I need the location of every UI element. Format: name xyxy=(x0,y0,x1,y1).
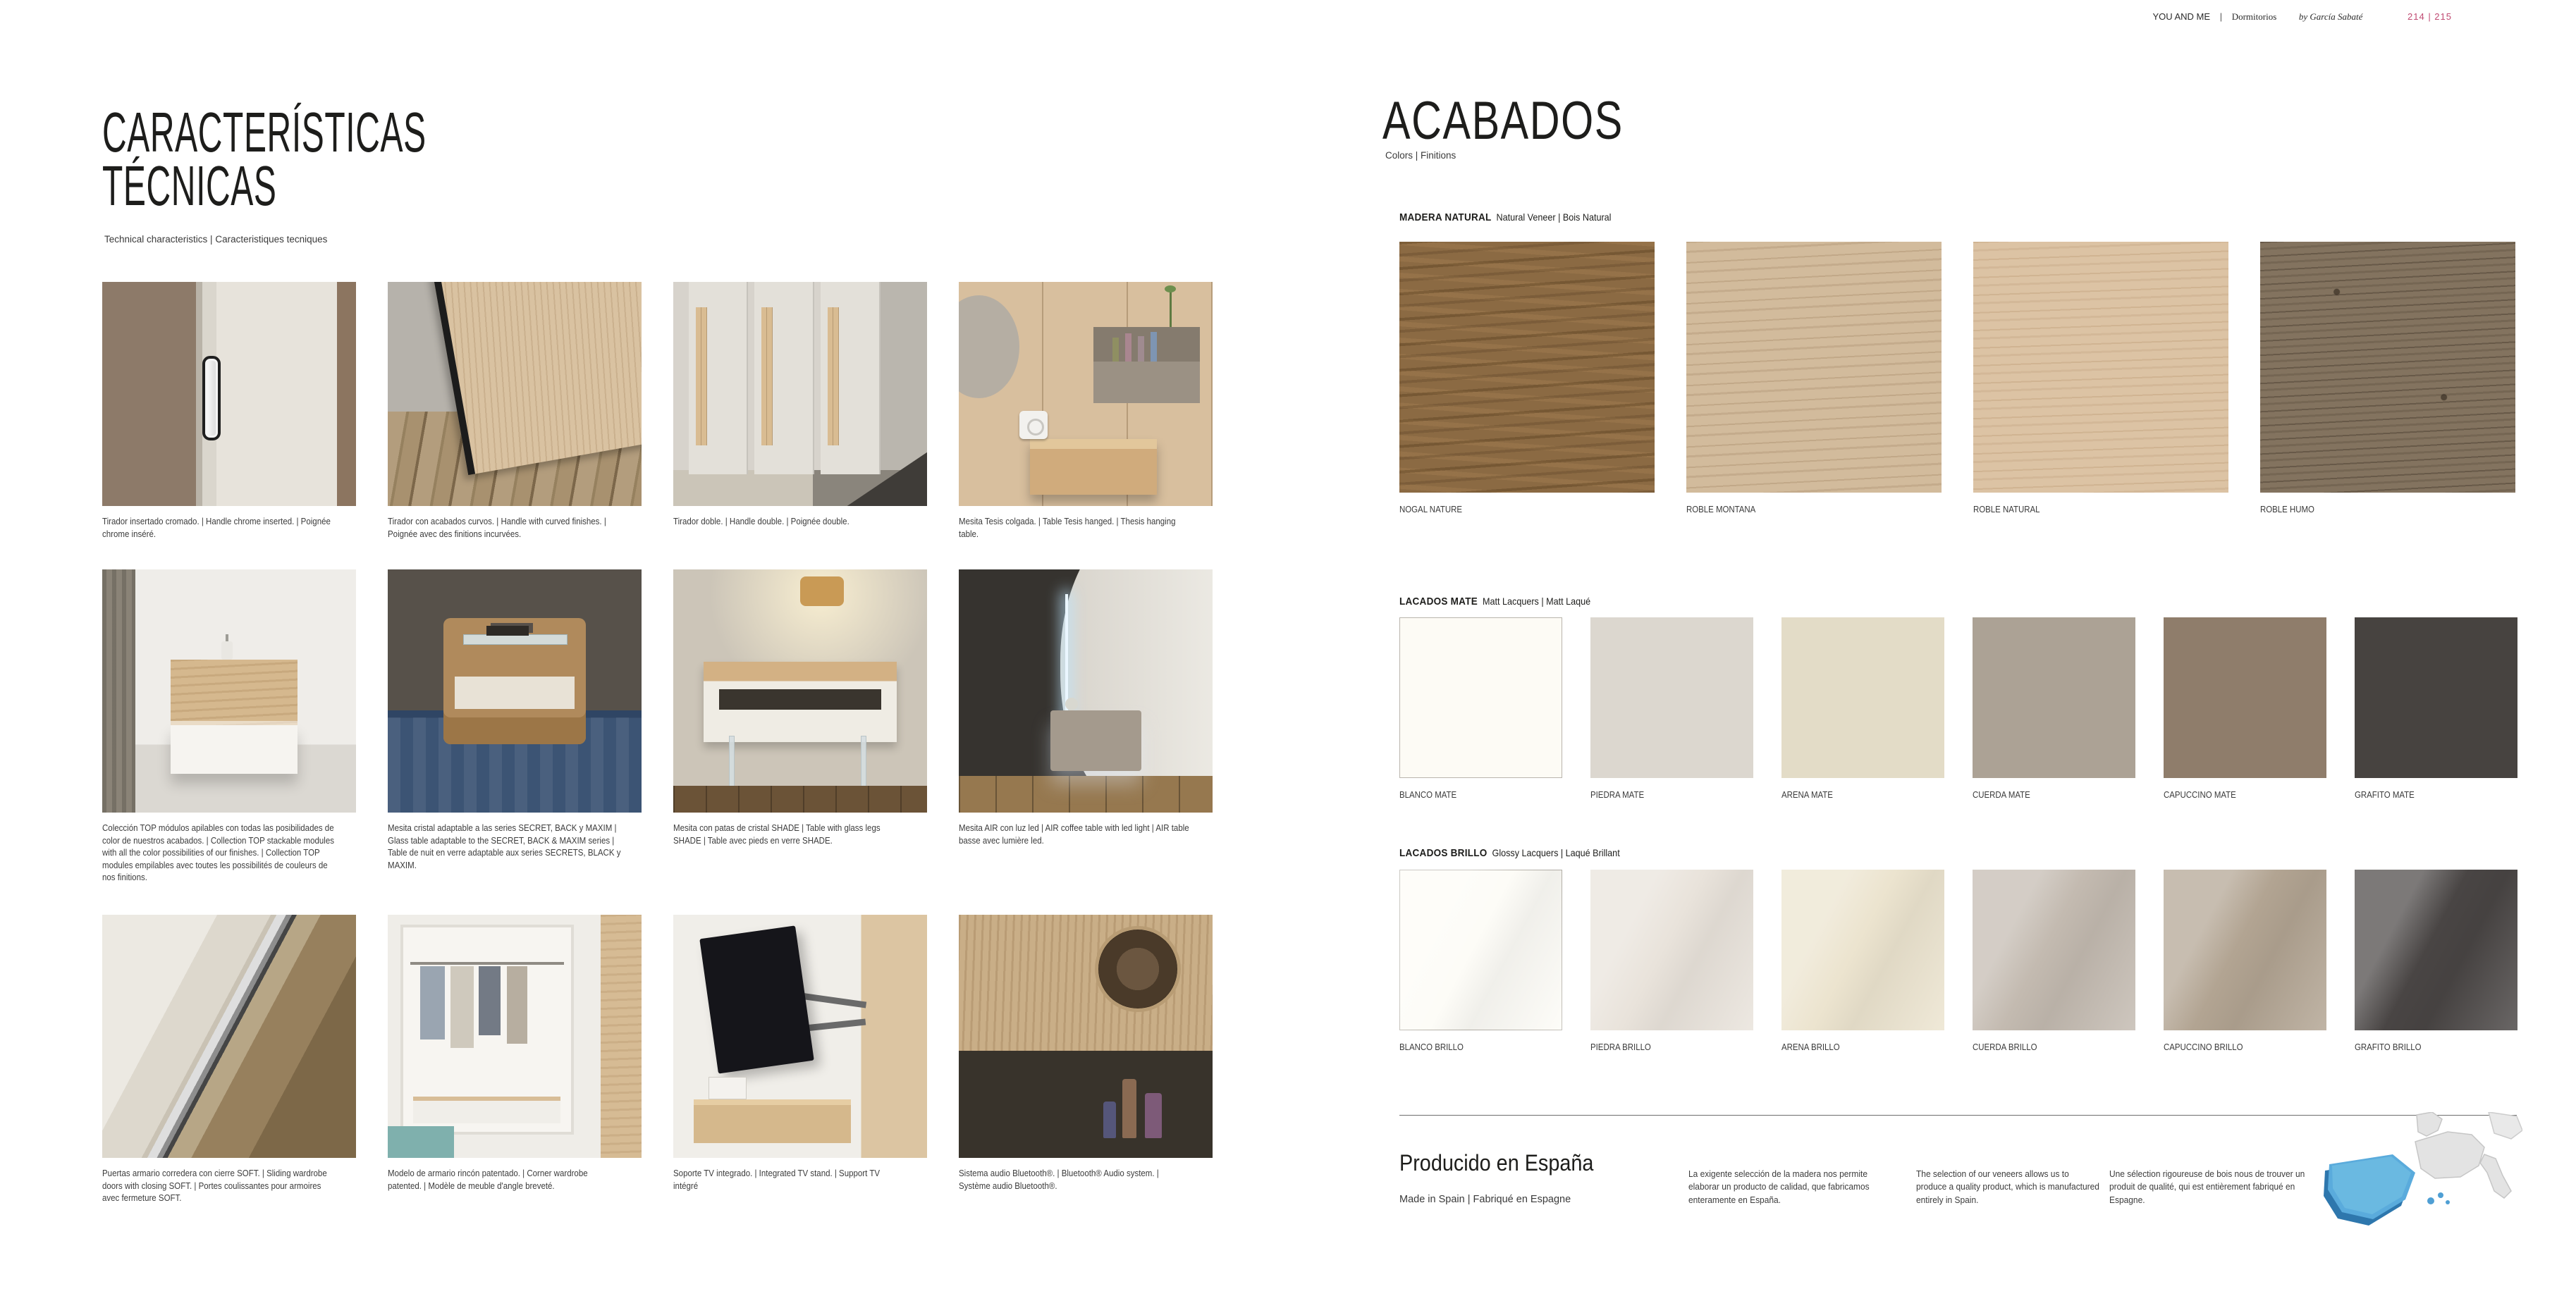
section-name: LACADOS BRILLO xyxy=(1399,847,1488,859)
photo-detail xyxy=(719,689,881,710)
photo-detail xyxy=(959,295,1019,398)
section-heading-madera xyxy=(1399,211,1635,223)
photo-detail xyxy=(443,618,586,744)
photo-row-3 xyxy=(102,915,1213,1205)
swatch-color xyxy=(1590,617,1753,778)
photo-detail xyxy=(400,925,574,1135)
swatch-capuccino-brillo xyxy=(2164,870,2326,1052)
right-page-subtitle: Colors | Finitions xyxy=(1385,150,1456,161)
photo-row-1 xyxy=(102,282,1213,541)
made-in-title xyxy=(1399,1150,1615,1176)
photo-caption: Tirador doble. | Handle double. | Poignée double. xyxy=(673,517,850,526)
photo-cell xyxy=(959,915,1213,1205)
swatch-arena-brillo xyxy=(1781,870,1944,1052)
photo-detail xyxy=(673,786,927,813)
made-in-text-es: La exigente selección de la madera nos permite elaborar un producto de calidad, que fabricamos enteramente en España. xyxy=(1688,1168,1870,1205)
page-numbers: 214 | 215 xyxy=(2408,11,2452,22)
photo-cell xyxy=(388,282,642,541)
photo-detail xyxy=(1093,327,1200,403)
brand-name: YOU AND ME xyxy=(2152,11,2211,22)
photo-handle-chrome xyxy=(102,282,356,506)
title-line-2: TÉCNICAS xyxy=(102,154,277,217)
swatch-label: BLANCO MATE xyxy=(1399,789,1457,800)
photo-caption: Mesita Tesis colgada. | Table Tesis hanged. | Thesis hanging table. xyxy=(959,517,1176,539)
photo-bluetooth-audio xyxy=(959,915,1213,1158)
swatch-roble-humo xyxy=(2260,242,2515,514)
title-line-1: CARACTERÍSTICAS xyxy=(102,101,427,164)
photo-detail xyxy=(388,1126,454,1158)
left-page-subtitle: Technical characteristics | Caracteristiques tecniques xyxy=(104,234,328,245)
photo-detail xyxy=(486,626,529,636)
made-in-text-en: The selection of our veneers allows us to produce a quality product, which is manufactured entirely in Spain. xyxy=(1916,1168,2099,1205)
swatch-piedra-mate xyxy=(1590,617,1753,800)
photo-cell xyxy=(102,282,356,541)
section-name: LACADOS MATE xyxy=(1399,596,1478,607)
swatch-blanco-mate xyxy=(1399,617,1562,800)
swatch-label: ROBLE HUMO xyxy=(2260,504,2314,514)
swatch-blanco-brillo xyxy=(1399,870,1562,1052)
photo-air-led xyxy=(959,569,1213,813)
brillo-swatch-row xyxy=(1399,870,2517,1052)
photo-caption: Sistema audio Bluetooth®. | Bluetooth® Audio system. | Système audio Bluetooth®. xyxy=(959,1168,1159,1191)
photo-glass-table xyxy=(388,569,642,813)
photo-detail xyxy=(1122,1079,1136,1138)
section-subtitle: Natural Veneer | Bois Natural xyxy=(1496,211,1612,223)
swatch-nogal-nature xyxy=(1399,242,1655,514)
swatch-color xyxy=(1973,617,2135,778)
swatch-color xyxy=(2355,870,2517,1030)
photo-detail xyxy=(479,966,501,1036)
photo-detail xyxy=(410,962,565,965)
collection-name: Dormitorios xyxy=(2231,11,2277,22)
photo-detail xyxy=(1019,411,1048,439)
photo-cell xyxy=(959,569,1213,884)
swatch-grafito-brillo xyxy=(2355,870,2517,1052)
swatch-color xyxy=(2164,617,2326,778)
swatch-cuerda-mate xyxy=(1973,617,2135,800)
photo-cell xyxy=(673,915,927,1205)
photo-corner-wardrobe xyxy=(388,915,642,1158)
photo-caption: Mesita AIR con luz led | AIR coffee table with led light | AIR table basse avec lumière led. xyxy=(959,823,1189,846)
swatch-color xyxy=(1973,242,2228,493)
page-header xyxy=(2152,11,2452,23)
made-in-text-fr: Une sélection rigoureuse de bois nous de trouver un produit de qualité, qui est entièrement fabriqué en Espagne. xyxy=(2109,1168,2305,1205)
photo-detail xyxy=(601,915,642,1158)
byline: by García Sabaté xyxy=(2298,11,2363,22)
swatch-color xyxy=(2355,617,2517,778)
swatch-label: GRAFITO MATE xyxy=(2355,789,2415,800)
photo-shade-table xyxy=(673,569,927,813)
speaker-grille-detail xyxy=(1098,930,1177,1008)
photo-detail xyxy=(413,1097,560,1123)
photo-row-2 xyxy=(102,569,1213,884)
photo-detail xyxy=(821,282,881,474)
photo-detail xyxy=(450,966,474,1048)
photo-caption: Modelo de armario rincón patentado. | Corner wardrobe patented. | Modèle de meuble d'angle breveté. xyxy=(388,1168,588,1191)
section-heading-mate xyxy=(1399,596,1612,607)
swatch-label: CAPUCCINO MATE xyxy=(2164,789,2236,800)
photo-cell xyxy=(959,282,1213,541)
photo-detail xyxy=(800,993,866,1008)
swatch-color xyxy=(2260,242,2515,493)
photo-detail xyxy=(709,1077,747,1099)
swatch-grafito-mate xyxy=(2355,617,2517,800)
swatch-roble-natural xyxy=(1973,242,2228,514)
swatch-color xyxy=(1973,870,2135,1030)
photo-tv-stand xyxy=(673,915,927,1158)
swatch-label: ARENA BRILLO xyxy=(1781,1042,1840,1052)
swatch-cuerda-brillo xyxy=(1973,870,2135,1052)
wood-swatch-row xyxy=(1399,242,2515,514)
section-name: MADERA NATURAL xyxy=(1399,211,1492,223)
photo-caption: Colección TOP módulos apilables con todas las posibilidades de color de nuestros acabados. | Collection TOP stackable modules with all the color possibilities of our finishes. | Collection TOP modules empilables avec toutes les possibilités de couleurs de nos finitions. xyxy=(102,823,335,882)
photo-detail xyxy=(171,725,298,774)
photo-cell xyxy=(673,282,927,541)
photo-detail xyxy=(754,282,814,474)
swatch-color xyxy=(1399,617,1562,778)
photo-detail xyxy=(102,569,135,813)
photo-detail xyxy=(455,677,574,710)
photo-cell xyxy=(673,569,927,884)
photo-detail xyxy=(694,1099,851,1143)
left-page-title xyxy=(102,101,642,217)
photo-cell xyxy=(102,915,356,1205)
photo-detail xyxy=(102,915,356,1158)
swatch-color xyxy=(1399,242,1655,493)
photo-detail xyxy=(507,966,527,1044)
photo-detail xyxy=(1112,338,1119,362)
swatch-capuccino-mate xyxy=(2164,617,2326,800)
swatch-piedra-brillo xyxy=(1590,870,1753,1052)
photo-detail xyxy=(704,662,897,742)
photo-detail xyxy=(1093,327,1200,362)
swatch-label: CAPUCCINO BRILLO xyxy=(2164,1042,2243,1052)
made-in-title-text: Producido en España xyxy=(1399,1150,1594,1176)
photo-detail xyxy=(700,926,814,1074)
photo-detail xyxy=(1170,291,1172,327)
swatch-label: PIEDRA BRILLO xyxy=(1590,1042,1651,1052)
photo-top-modules xyxy=(102,569,356,813)
swatch-label: CUERDA BRILLO xyxy=(1973,1042,2037,1052)
photo-detail xyxy=(800,576,844,606)
photo-detail xyxy=(1103,1102,1116,1138)
photo-cell xyxy=(388,569,642,884)
swatch-label: PIEDRA MATE xyxy=(1590,789,1645,800)
section-subtitle: Matt Lacquers | Matt Laqué xyxy=(1482,596,1591,607)
photo-detail xyxy=(1145,1093,1162,1138)
swatch-label: CUERDA MATE xyxy=(1973,789,2030,800)
swatch-label: NOGAL NATURE xyxy=(1399,504,1462,514)
photo-soft-closing xyxy=(102,915,356,1158)
photo-detail xyxy=(729,736,735,788)
swatch-label: BLANCO BRILLO xyxy=(1399,1042,1464,1052)
swatch-color xyxy=(1590,870,1753,1030)
photo-caption: Mesita cristal adaptable a las series SECRET, BACK y MAXIM | Glass table adaptable to the SECRET, BACK & MAXIM series | Table de nuit en verre adaptable aux series SECRETS, BLACK y MAXIM. xyxy=(388,823,621,870)
photo-detail xyxy=(689,282,749,474)
photo-double-handle xyxy=(673,282,927,506)
photo-tesis-table xyxy=(959,282,1213,506)
swatch-color xyxy=(1399,870,1562,1030)
photo-caption: Mesita con patas de cristal SHADE | Table with glass legs SHADE | Table avec pieds en verre SHADE. xyxy=(673,823,881,846)
made-in-subtitle: Made in Spain | Fabriqué en Espagne xyxy=(1399,1194,1571,1205)
photo-detail xyxy=(420,966,446,1039)
swatch-color xyxy=(1781,870,1944,1030)
mate-swatch-row xyxy=(1399,617,2517,800)
swatch-arena-mate xyxy=(1781,617,1944,800)
photo-caption: Tirador insertado cromado. | Handle chrome inserted. | Poignée chrome inséré. xyxy=(102,517,331,539)
section-subtitle: Glossy Lacquers | Laqué Brillant xyxy=(1492,847,1620,858)
photo-detail xyxy=(1030,439,1157,495)
swatch-label: ARENA MATE xyxy=(1781,789,1833,800)
right-page-title xyxy=(1382,90,1691,152)
spain-map-icon xyxy=(2311,1112,2522,1250)
photo-detail xyxy=(1050,710,1142,771)
photo-cell xyxy=(388,915,642,1205)
photo-detail xyxy=(463,634,567,645)
photo-caption: Tirador con acabados curvos. | Handle with curved finishes. | Poignée avec des finitions incurvées. xyxy=(388,517,606,539)
swatch-color xyxy=(2164,870,2326,1030)
photo-detail xyxy=(221,641,233,660)
right-title-text: ACABADOS xyxy=(1382,91,1624,151)
photo-detail xyxy=(1125,333,1131,362)
photo-detail xyxy=(171,660,298,725)
chrome-handle-detail xyxy=(202,356,221,440)
photo-detail xyxy=(1138,336,1144,362)
swatch-color xyxy=(1686,242,1942,493)
photo-curved-handle xyxy=(388,282,642,506)
photo-caption: Soporte TV integrado. | Integrated TV stand. | Support TV intégré xyxy=(673,1168,881,1191)
photo-detail xyxy=(805,1018,866,1031)
swatch-label: ROBLE MONTANA xyxy=(1686,504,1756,514)
photo-caption: Puertas armario corredera con cierre SOFT. | Sliding wardrobe doors with closing SOFT. | Portes coulissantes pour armoires avec fermeture SOFT. xyxy=(102,1168,327,1203)
swatch-roble-montana xyxy=(1686,242,1942,514)
section-heading-brillo xyxy=(1399,847,1644,859)
photo-detail xyxy=(959,776,1213,813)
swatch-color xyxy=(1781,617,1944,778)
header-divider: | xyxy=(2219,11,2223,22)
photo-cell xyxy=(102,569,356,884)
photo-detail xyxy=(1151,332,1157,362)
photo-detail xyxy=(861,736,866,788)
swatch-label: ROBLE NATURAL xyxy=(1973,504,2040,514)
swatch-label: GRAFITO BRILLO xyxy=(2355,1042,2422,1052)
